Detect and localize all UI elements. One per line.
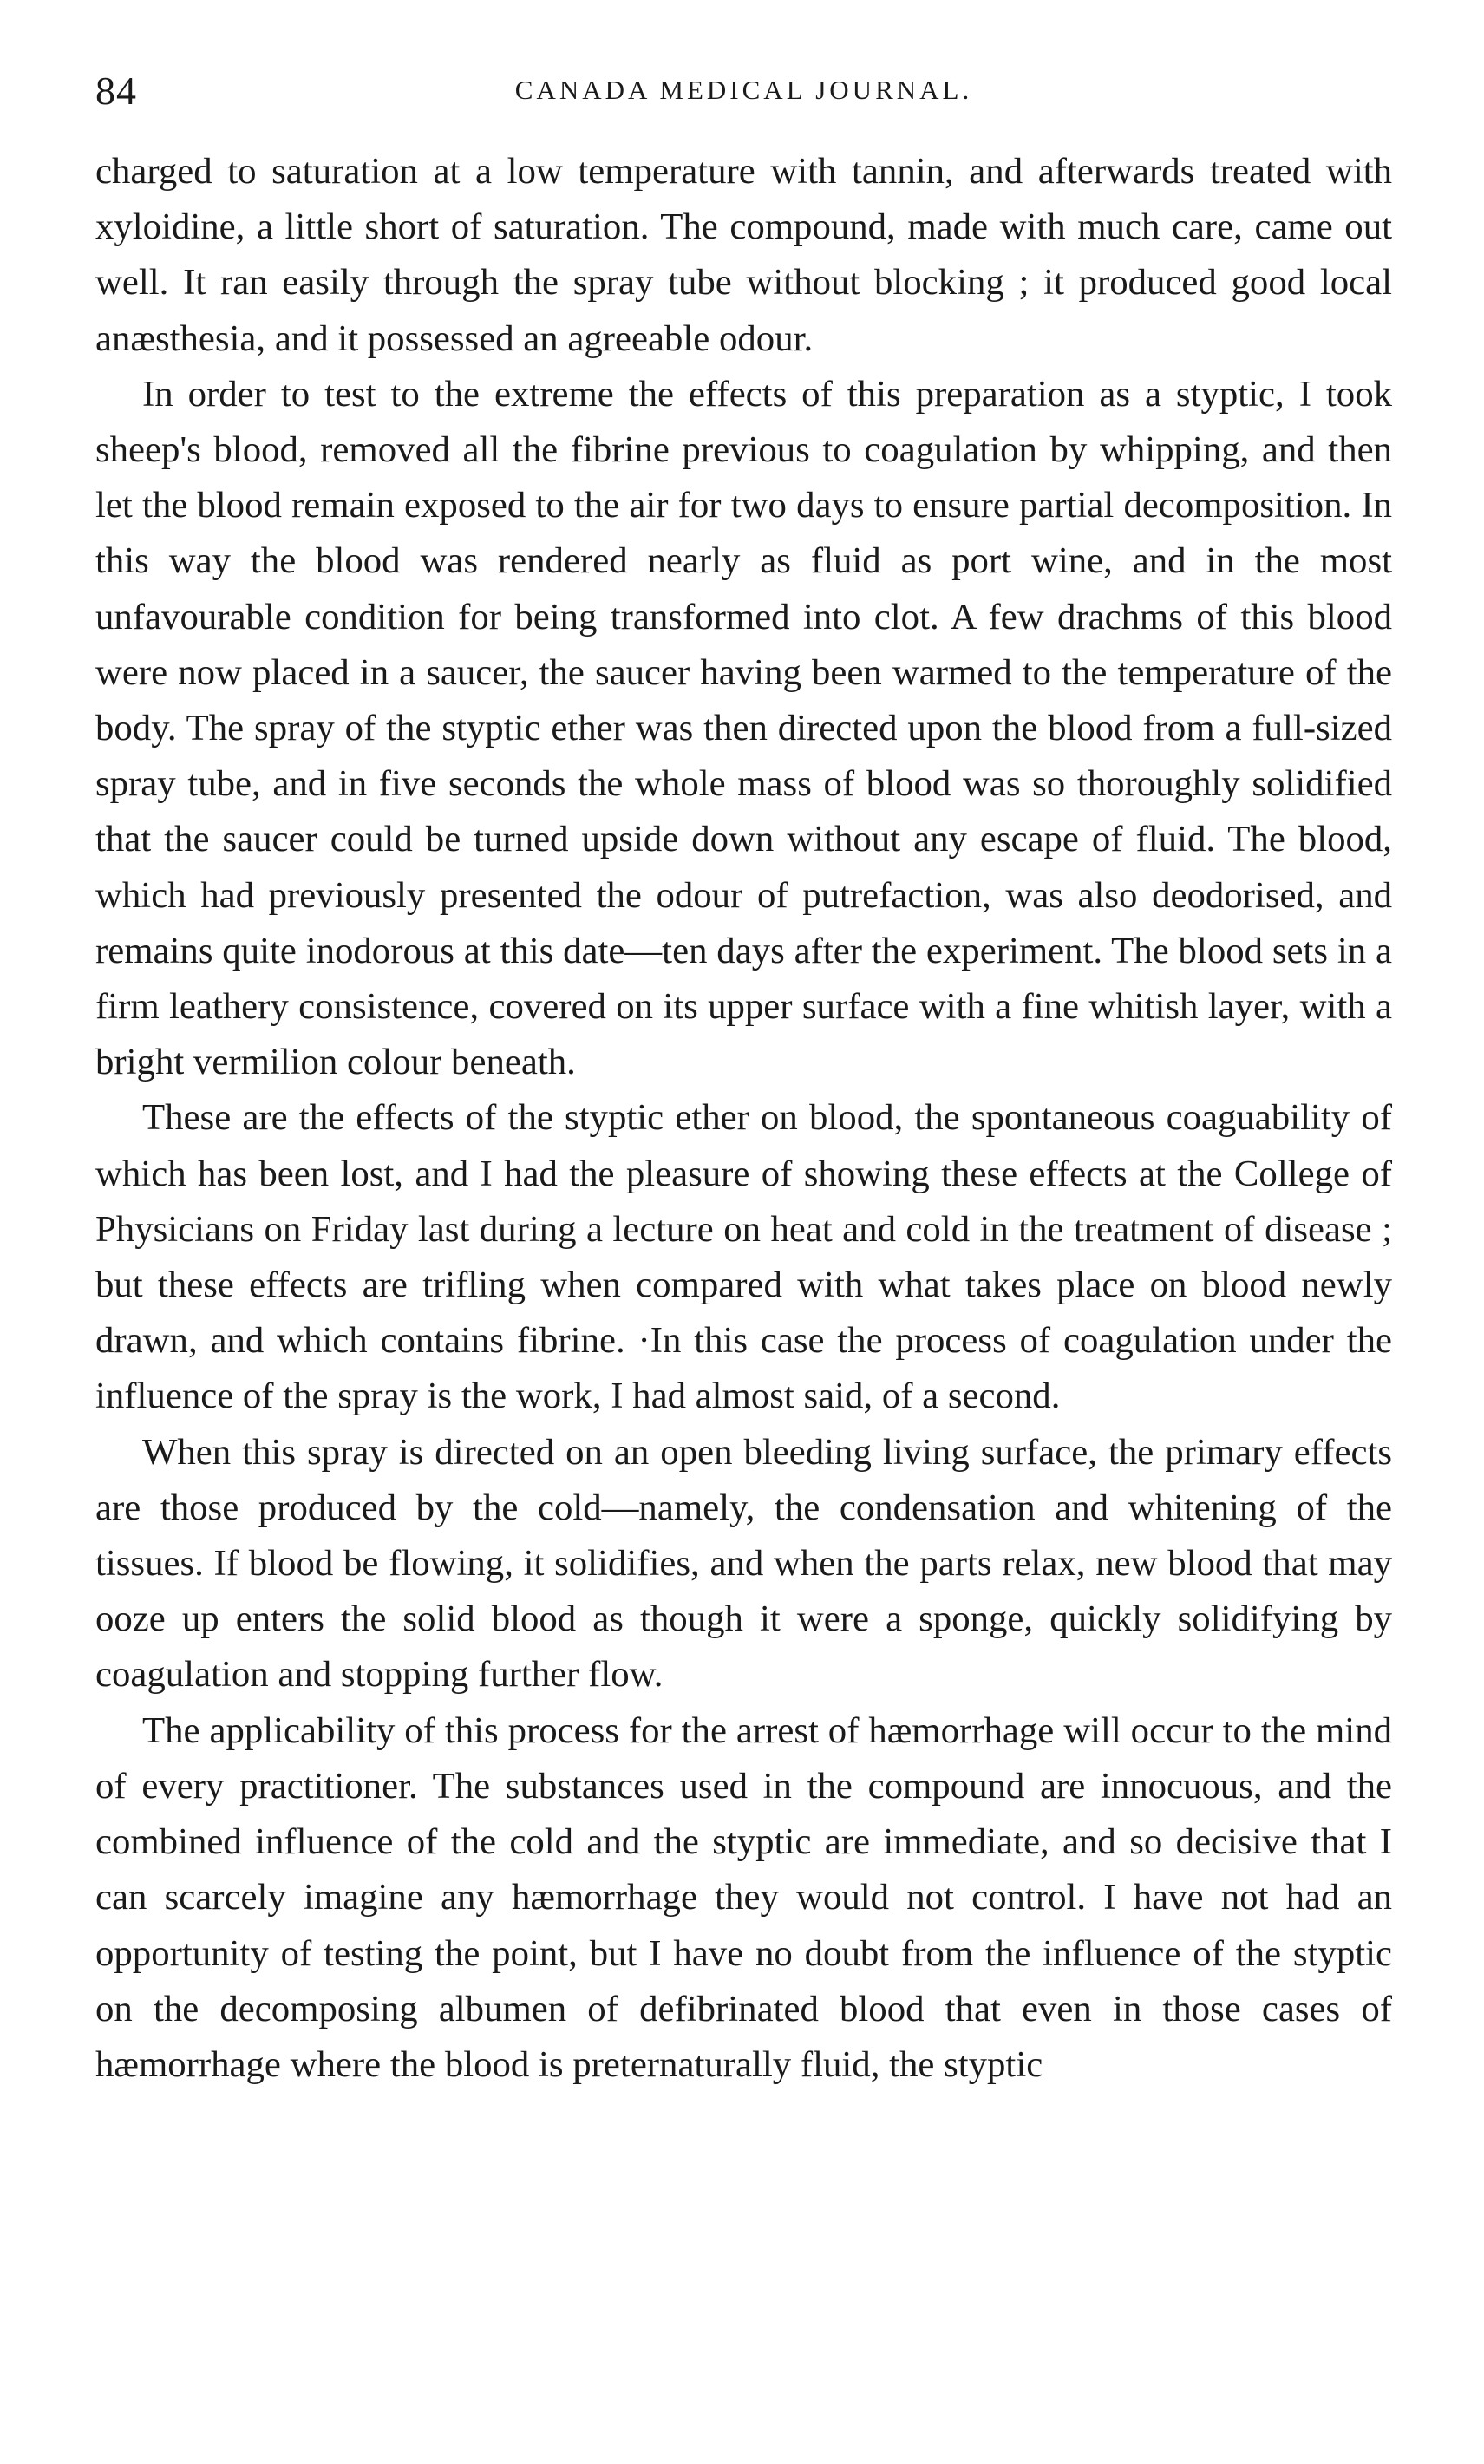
journal-page <box>95 52 1392 2093</box>
paragraph-effects-on-blood: These are the effects of the styptic ether on blood, the spontaneous coaguability of which has been lost, and I had the pleasure of showing these effects at the College of Physicians on Friday last during a lecture on heat and cold in the treatment of disease ; but these effects are trifling when compared with what takes place on blood newly drawn, and which contains fibrine. ·In this case the process of coagulation under the influence of the spray is the work, I had almost said, of a second. <box>95 1097 1392 1417</box>
paragraph-continued: charged to saturation at a low temperature with tannin, and afterwards treated with xyloidine, a little short of saturation. The compound, made with much care, came out well. It ran easily through the spray tube without blocking ; it produced good local anæsthesia, and it possessed an agreeable odour. <box>95 151 1392 359</box>
body-text <box>95 144 1392 2093</box>
paragraph-living-surface: When this spray is directed on an open bleeding living surface, the primary effects are those produced by the cold—namely, the condensation and whitening of the tissues. If blood be flowing, it solidifies, and when the parts relax, new blood that may ooze up enters the solid blood as though it were a sponge, quickly solidifying by coagulation and stopping further flow. <box>95 1431 1392 1696</box>
paragraph-haemorrhage-arrest: The applicability of this process for the arrest of hæmorrhage will occur to the mind of every practitioner. The substances used in the compound are innocuous, and the combined influence of the cold and the styptic are immediate, and so decisive that I can scarcely imagine any hæmorrhage they would not control. I have not had an opportunity of testing the point, but I have no doubt from the influence of the styptic on the decomposing albumen of defibrinated blood that even in those cases of hæmorrhage where the blood is preternaturally fluid, the styptic <box>95 1709 1392 2085</box>
running-head <box>95 52 1392 121</box>
paragraph-styptic-test: In order to test to the extreme the effects of this preparation as a styptic, I took sheep's blood, removed all the fibrine previous to coagulation by whipping, and then let the blood remain exposed to the air for two days to ensure partial decomposition. In this way the blood was rendered nearly as fluid as port wine, and in the most unfavourable condition for being transformed into clot. A few drachms of this blood were now placed in a saucer, the saucer having been warmed to the temperature of the body. The spray of the styptic ether was then directed upon the blood from a full-sized spray tube, and in five seconds the whole mass of blood was so thoroughly solidified that the saucer could be turned upside down without any escape of fluid. The blood, which had previously presented the odour of putrefaction, was also deodorised, and remains quite inodorous at this date—ten days after the experiment. The blood sets in a firm leathery consistence, covered on its upper surface with a fine whitish layer, with a bright vermilion colour beneath. <box>95 373 1392 1083</box>
journal-title: CANADA MEDICAL JOURNAL. <box>514 75 973 105</box>
page-number: 84 <box>95 69 137 113</box>
